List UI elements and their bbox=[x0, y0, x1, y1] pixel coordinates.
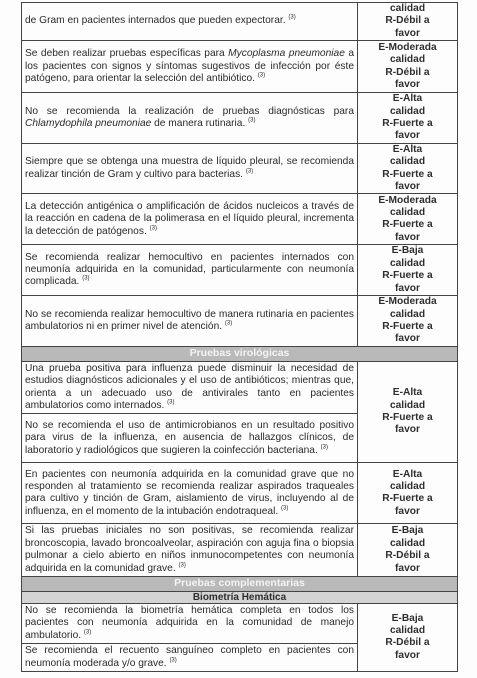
table-row bbox=[22, 41, 458, 93]
table-row bbox=[22, 245, 458, 296]
recommendation-text: Siempre que se obtenga una muestra de líquido pleural, se recomienda realizar tinción de Gram y cultivo para bacterias. $^{(3)}$ bbox=[22, 143, 358, 194]
evidence-grade: calidad R-Débil a favor bbox=[358, 3, 458, 41]
subsection-header-row bbox=[22, 591, 458, 603]
evidence-grade: E-Alta calidad R-Fuerte a favor bbox=[358, 463, 458, 524]
evidence-grade: E-Moderada calidad R-Fuerte a favor bbox=[358, 194, 458, 245]
recommendation-text: No se recomienda la biometría hemática completa en todos los pacientes con neumonía adquirida en la comunidad de manejo ambulatorio. $^{(3)}$ bbox=[22, 603, 358, 643]
evidence-grade: E-Alta calidad R-Fuerte a favor bbox=[358, 93, 458, 144]
table-row bbox=[22, 194, 458, 245]
section-title-complementary: Pruebas complementarias bbox=[22, 576, 458, 591]
evidence-grade: E-Moderada calidad R-Débil a favor bbox=[358, 41, 458, 93]
table-row bbox=[22, 143, 458, 194]
recommendation-text: No se recomienda realizar hemocultivo de manera rutinaria en pacientes ambulatorios ni en primer nivel de atención. $^{(3)}$ bbox=[22, 296, 358, 347]
table-row bbox=[22, 93, 458, 144]
table-row bbox=[22, 524, 458, 577]
table-row bbox=[22, 296, 458, 347]
section-header-row bbox=[22, 576, 458, 591]
table-row bbox=[22, 3, 458, 41]
recommendation-text: Si las pruebas iniciales no son positivas, se recomienda realizar broncoscopia, lavado broncoalveolar, aspiración con aguja fina o biopsia pulmonar a cielo abierto en niños inmunocompetentes con neumonía adquirida en la comunidad grave. $^{(3)}$ bbox=[22, 524, 358, 577]
recommendation-text: Una prueba positiva para influenza puede disminuir la necesidad de estudios diagnósticos adicionales y el uso de antibióticos; mientras que, orienta a un adecuado uso de antivirales tanto en pacientes ambulatorios como internados. $^{(3)}$ bbox=[22, 361, 358, 414]
table-row bbox=[22, 603, 458, 643]
recommendation-text: Se deben realizar pruebas específicas para Mycoplasma pneumoniae a los pacientes con signos y síntomas sugestivos de infección por éste patógeno, para orientar la selección del antibiótico. $^{(3)}$ bbox=[22, 41, 358, 93]
recommendation-text: No se recomienda el uso de antimicrobianos en un resultado positivo para virus de la influenza, en ausencia de hallazgos clínicos, de laboratorio y radiológicos que sugieren la coinfección bacteriana. $^{(3)}$ bbox=[22, 414, 358, 463]
recommendation-text: No se recomienda la realización de pruebas diagnósticas para Chlamydophila pneumoniae de manera rutinaria. $^{(3)}$ bbox=[22, 93, 358, 144]
evidence-grade: E-Alta calidad R-Fuerte a favor bbox=[358, 361, 458, 463]
section-header-row bbox=[22, 346, 458, 361]
evidence-grade: E-Baja calidad R-Débil a favor bbox=[358, 524, 458, 577]
evidence-grade: E-Moderada calidad R-Fuerte a favor bbox=[358, 296, 458, 347]
recommendation-text: La detección antigénica o amplificación de ácidos nucleicos a través de la reacción en cadena de la polimerasa en el líquido pleural, incrementa la detección de patógenos. $^{(3)}$ bbox=[22, 194, 358, 245]
evidence-grade: E-Alta calidad R-Fuerte a favor bbox=[358, 143, 458, 194]
recommendations-table bbox=[21, 2, 458, 672]
recommendation-text: En pacientes con neumonía adquirida en la comunidad grave que no responden al tratamiento se recomienda realizar aspirados traqueales para cultivo y tinción de Gram, aislamiento de virus, incluyendo al de influenza, en el momento de la intubación endotraqueal. $^{(3)}$ bbox=[22, 463, 358, 524]
recommendation-text: Se recomienda el recuento sanguíneo completo en pacientes con neumonía moderada y/o grave. $^{(3)}$ bbox=[22, 644, 358, 672]
evidence-grade: E-Baja calidad R-Fuerte a favor bbox=[358, 245, 458, 296]
subsection-title-biometry: Biometría Hemática bbox=[22, 591, 458, 603]
table-row bbox=[22, 463, 458, 524]
table-row bbox=[22, 361, 458, 414]
recommendation-text: Se recomienda realizar hemocultivo en pacientes internados con neumonía adquirida en la comunidad, particularmente con neumonía complicada. $^{(3)}$ bbox=[22, 245, 358, 296]
evidence-grade: E-Baja calidad R-Débil a favor bbox=[358, 603, 458, 671]
recommendation-text: de Gram en pacientes internados que pueden expectorar. $^{(3)}$ bbox=[22, 3, 358, 41]
section-title-virologic: Pruebas virológicas bbox=[22, 346, 458, 361]
